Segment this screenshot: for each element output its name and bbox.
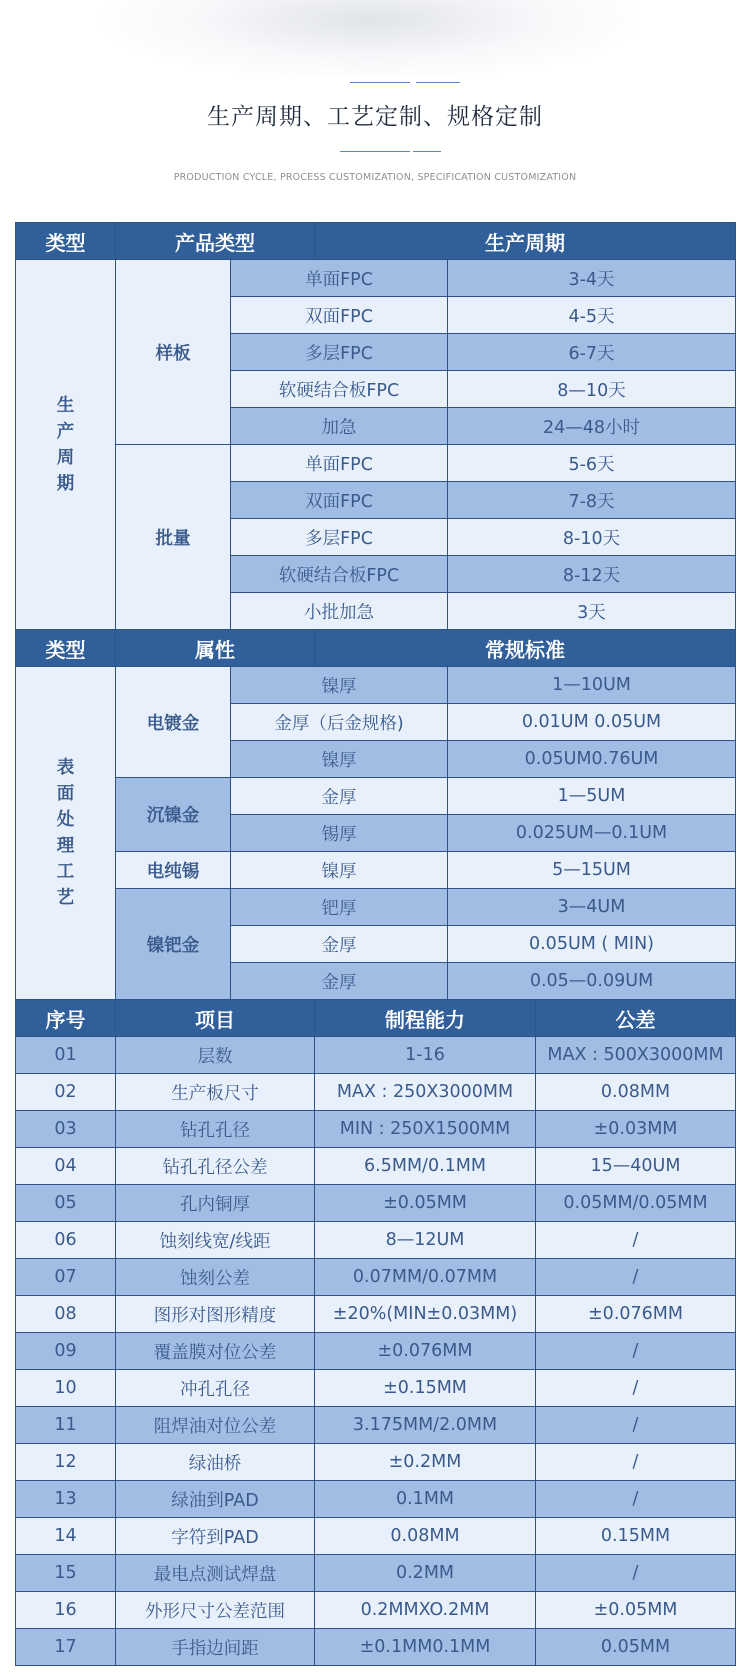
capability-cell-tolerance: 0.15MM — [536, 1518, 736, 1555]
cycle-header-row-cell: 类型 — [16, 223, 116, 260]
cycle-cell-period: 3-4天 — [448, 260, 736, 297]
capability-row — [16, 1629, 736, 1666]
capability-cell-capability: 6.5MM/0.1MM — [315, 1148, 536, 1185]
capability-cell-tolerance: / — [536, 1481, 736, 1518]
page-title: 生产周期、工艺定制、规格定制 — [207, 104, 543, 130]
capability-row — [16, 1111, 736, 1148]
cycle-cell-product: 软硬结合板FPC — [231, 371, 448, 408]
capability-header-row — [16, 1000, 736, 1037]
spec-table-body — [16, 223, 736, 1666]
capability-row — [16, 1296, 736, 1333]
capability-cell-item: 图形对图形精度 — [116, 1296, 315, 1333]
cycle-group-label: 样板 — [116, 260, 231, 445]
surface-cell-attr: 金厚 — [231, 778, 448, 815]
surface-cell-std: 5—15UM — [448, 852, 736, 889]
capability-cell-item: 绿油到PAD — [116, 1481, 315, 1518]
capability-cell-tolerance: 0.08MM — [536, 1074, 736, 1111]
capability-cell-item: 阻焊油对位公差 — [116, 1407, 315, 1444]
cycle-cell-product: 多层FPC — [231, 519, 448, 556]
title-bottom-line-left — [340, 151, 410, 152]
capability-cell-capability: ±0.15MM — [315, 1370, 536, 1407]
capability-cell-tolerance: ±0.076MM — [536, 1296, 736, 1333]
page-subtitle: PRODUCTION CYCLE, PROCESS CUSTOMIZATION, SPECIFICATION CUSTOMIZATION — [173, 172, 577, 183]
capability-cell-no: 07 — [16, 1259, 116, 1296]
capability-cell-no: 12 — [16, 1444, 116, 1481]
cycle-cell-product: 小批加急 — [231, 593, 448, 630]
surface-cell-attr: 锡厚 — [231, 815, 448, 852]
surface-group-label: 镍钯金 — [116, 889, 231, 1000]
surface-cell-std: 0.05—0.09UM — [448, 963, 736, 1000]
capability-cell-capability: 8—12UM — [315, 1222, 536, 1259]
surface-cell-std: 1—10UM — [448, 667, 736, 704]
surface-cell-attr: 金厚（后金规格) — [231, 704, 448, 741]
capability-cell-capability: 0.2MM — [315, 1555, 536, 1592]
capability-row — [16, 1037, 736, 1074]
surface-group-label: 电镀金 — [116, 667, 231, 778]
capability-header-row-cell: 项目 — [116, 1000, 315, 1037]
cycle-cell-product: 加急 — [231, 408, 448, 445]
capability-row — [16, 1222, 736, 1259]
capability-cell-tolerance: 15—40UM — [536, 1148, 736, 1185]
capability-cell-item: 覆盖膜对位公差 — [116, 1333, 315, 1370]
capability-row — [16, 1185, 736, 1222]
cycle-header-row — [16, 223, 736, 260]
capability-cell-no: 06 — [16, 1222, 116, 1259]
surface-cell-std: 0.05UM0.76UM — [448, 741, 736, 778]
capability-cell-capability: ±20%(MIN±0.03MM) — [315, 1296, 536, 1333]
capability-cell-item: 手指边间距 — [116, 1629, 315, 1666]
capability-cell-capability: ±0.076MM — [315, 1333, 536, 1370]
cycle-cell-period: 3天 — [448, 593, 736, 630]
cycle-group-label: 批量 — [116, 445, 231, 630]
capability-cell-no: 14 — [16, 1518, 116, 1555]
cycle-cell-product: 双面FPC — [231, 297, 448, 334]
title-bottom-line-right — [413, 151, 441, 152]
capability-cell-item: 钻孔孔径公差 — [116, 1148, 315, 1185]
capability-cell-no: 05 — [16, 1185, 116, 1222]
capability-cell-capability: 0.1MM — [315, 1481, 536, 1518]
capability-row — [16, 1333, 736, 1370]
capability-cell-no: 15 — [16, 1555, 116, 1592]
capability-cell-item: 钻孔孔径 — [116, 1111, 315, 1148]
capability-header-row-cell: 序号 — [16, 1000, 116, 1037]
capability-cell-tolerance: / — [536, 1407, 736, 1444]
surface-row — [16, 852, 736, 889]
cycle-cell-period: 8-12天 — [448, 556, 736, 593]
capability-cell-item: 外形尺寸公差范围 — [116, 1592, 315, 1629]
surface-header-row-cell: 类型 — [16, 630, 116, 667]
capability-header-row-cell: 公差 — [536, 1000, 736, 1037]
cycle-cell-product: 软硬结合板FPC — [231, 556, 448, 593]
capability-cell-no: 13 — [16, 1481, 116, 1518]
capability-row — [16, 1148, 736, 1185]
capability-cell-capability: 3.175MM/2.0MM — [315, 1407, 536, 1444]
capability-cell-no: 08 — [16, 1296, 116, 1333]
top-shadow-decoration — [100, 0, 640, 80]
capability-cell-capability: MIN : 250X1500MM — [315, 1111, 536, 1148]
capability-row — [16, 1259, 736, 1296]
surface-cell-attr: 镍厚 — [231, 741, 448, 778]
cycle-cell-period: 4-5天 — [448, 297, 736, 334]
capability-cell-item: 蚀刻线宽/线距 — [116, 1222, 315, 1259]
surface-header-row — [16, 630, 736, 667]
surface-cell-std: 0.05UM ( MIN) — [448, 926, 736, 963]
capability-cell-item: 层数 — [116, 1037, 315, 1074]
title-top-line-left — [350, 82, 410, 83]
title-top-line-right — [416, 82, 460, 83]
capability-cell-tolerance: / — [536, 1259, 736, 1296]
capability-cell-capability: ±0.2MM — [315, 1444, 536, 1481]
capability-row — [16, 1074, 736, 1111]
capability-cell-item: 最电点测试焊盘 — [116, 1555, 315, 1592]
capability-cell-no: 10 — [16, 1370, 116, 1407]
surface-cell-std: 1—5UM — [448, 778, 736, 815]
capability-row — [16, 1407, 736, 1444]
capability-cell-no: 02 — [16, 1074, 116, 1111]
capability-cell-no: 16 — [16, 1592, 116, 1629]
capability-cell-capability: ±0.1MM0.1MM — [315, 1629, 536, 1666]
surface-cell-attr: 钯厚 — [231, 889, 448, 926]
spec-table — [15, 222, 736, 1666]
capability-cell-item: 绿油桥 — [116, 1444, 315, 1481]
capability-cell-tolerance: ±0.03MM — [536, 1111, 736, 1148]
surface-row — [16, 667, 736, 704]
capability-cell-tolerance: / — [536, 1222, 736, 1259]
capability-cell-no: 09 — [16, 1333, 116, 1370]
capability-row — [16, 1555, 736, 1592]
capability-cell-item: 孔内铜厚 — [116, 1185, 315, 1222]
capability-row — [16, 1518, 736, 1555]
capability-cell-capability: 0.07MM/0.07MM — [315, 1259, 536, 1296]
capability-row — [16, 1444, 736, 1481]
capability-cell-tolerance: 0.05MM — [536, 1629, 736, 1666]
cycle-cell-product: 单面FPC — [231, 445, 448, 482]
surface-cell-attr: 镍厚 — [231, 667, 448, 704]
surface-section-label — [16, 667, 116, 1000]
capability-cell-no: 01 — [16, 1037, 116, 1074]
surface-cell-attr: 金厚 — [231, 926, 448, 963]
capability-row — [16, 1481, 736, 1518]
capability-cell-tolerance: / — [536, 1370, 736, 1407]
capability-cell-capability: ±0.05MM — [315, 1185, 536, 1222]
surface-group-label: 电纯锡 — [116, 852, 231, 889]
capability-cell-no: 04 — [16, 1148, 116, 1185]
capability-cell-no: 11 — [16, 1407, 116, 1444]
cycle-cell-period: 8—10天 — [448, 371, 736, 408]
capability-cell-capability: 0.08MM — [315, 1518, 536, 1555]
capability-cell-tolerance: MAX : 500X3000MM — [536, 1037, 736, 1074]
surface-cell-std: 0.025UM—0.1UM — [448, 815, 736, 852]
surface-cell-std: 0.01UM 0.05UM — [448, 704, 736, 741]
cycle-header-row-cell: 生产周期 — [315, 223, 736, 260]
cycle-row — [16, 445, 736, 482]
capability-cell-tolerance: / — [536, 1444, 736, 1481]
capability-cell-item: 蚀刻公差 — [116, 1259, 315, 1296]
cycle-cell-period: 6-7天 — [448, 334, 736, 371]
capability-cell-capability: 0.2MMXO.2MM — [315, 1592, 536, 1629]
capability-cell-tolerance: 0.05MM/0.05MM — [536, 1185, 736, 1222]
cycle-row — [16, 260, 736, 297]
capability-cell-item: 冲孔孔径 — [116, 1370, 315, 1407]
capability-cell-capability: 1-16 — [315, 1037, 536, 1074]
capability-cell-item: 生产板尺寸 — [116, 1074, 315, 1111]
surface-header-row-cell: 属性 — [116, 630, 315, 667]
surface-row — [16, 889, 736, 926]
cycle-cell-period: 8-10天 — [448, 519, 736, 556]
capability-cell-no: 03 — [16, 1111, 116, 1148]
capability-header-row-cell: 制程能力 — [315, 1000, 536, 1037]
surface-row — [16, 778, 736, 815]
cycle-cell-period: 7-8天 — [448, 482, 736, 519]
surface-cell-std: 3—4UM — [448, 889, 736, 926]
capability-cell-capability: MAX : 250X3000MM — [315, 1074, 536, 1111]
cycle-cell-product: 多层FPC — [231, 334, 448, 371]
cycle-section-label — [16, 260, 116, 630]
capability-cell-tolerance: ±0.05MM — [536, 1592, 736, 1629]
surface-cell-attr: 金厚 — [231, 963, 448, 1000]
cycle-section-text: 生产周期 — [56, 395, 75, 494]
surface-section-text: 表面处理工艺 — [56, 758, 75, 908]
surface-cell-attr: 镍厚 — [231, 852, 448, 889]
cycle-cell-period: 5-6天 — [448, 445, 736, 482]
surface-header-row-cell: 常规标准 — [315, 630, 736, 667]
cycle-cell-product: 单面FPC — [231, 260, 448, 297]
capability-cell-item: 字符到PAD — [116, 1518, 315, 1555]
capability-row — [16, 1370, 736, 1407]
cycle-cell-period: 24—48小时 — [448, 408, 736, 445]
cycle-cell-product: 双面FPC — [231, 482, 448, 519]
capability-row — [16, 1592, 736, 1629]
capability-cell-tolerance: / — [536, 1333, 736, 1370]
capability-cell-tolerance: / — [536, 1555, 736, 1592]
capability-cell-no: 17 — [16, 1629, 116, 1666]
surface-group-label: 沉镍金 — [116, 778, 231, 852]
cycle-header-row-cell: 产品类型 — [116, 223, 315, 260]
